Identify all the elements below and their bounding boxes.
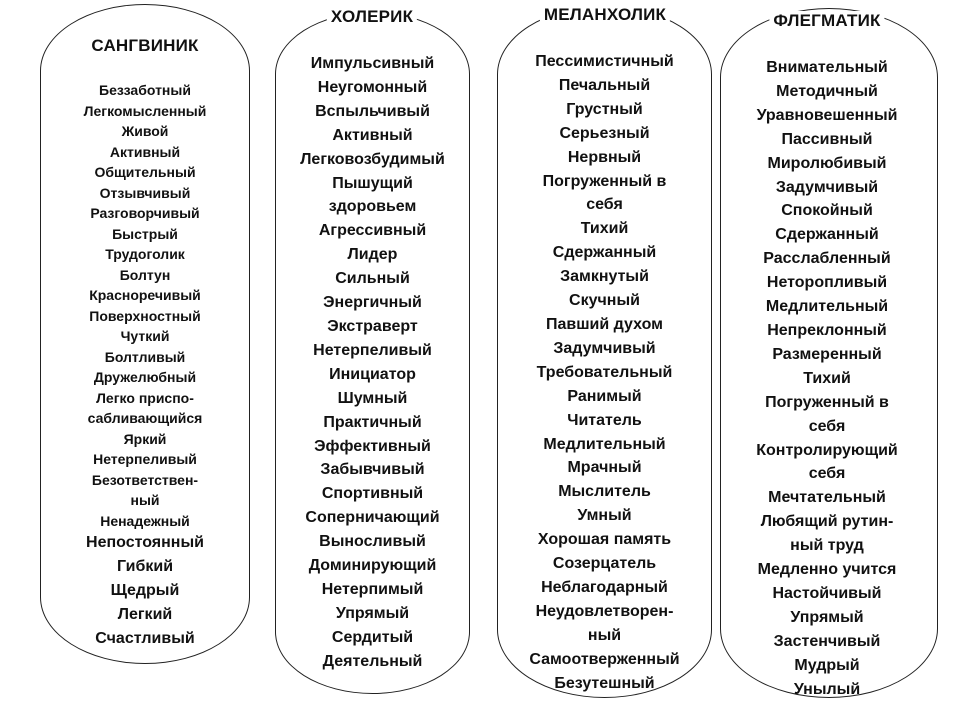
trait-item: Мечтательный [768, 489, 886, 507]
trait-item: Яркий [123, 430, 167, 447]
trait-item: Серьезный [559, 124, 650, 142]
trait-item: Активный [109, 143, 181, 160]
trait-item: Неудовлетворен- [535, 602, 674, 620]
trait-item: Контролирующий [756, 441, 898, 459]
trait-item: Пышущий [332, 174, 413, 192]
trait-item: Щедрый [110, 582, 180, 599]
trait-item: Грустный [566, 100, 643, 118]
trait-item: Задумчивый [775, 178, 879, 196]
trait-item: Общительный [94, 164, 196, 180]
trait-item: Гибкий [116, 558, 174, 575]
trait-item: Неугомонный [317, 78, 428, 96]
trait-item: Непостоянный [86, 534, 204, 551]
trait-item: Скучный [569, 292, 640, 310]
trait-item: Расслабленный [763, 250, 891, 268]
trait-item: Пессимистичный [535, 53, 674, 70]
melancholic-title: МЕЛАНХОЛИК [540, 5, 670, 25]
trait-item: Соперничающий [305, 509, 440, 527]
trait-item: Неблагодарный [541, 578, 668, 596]
trait-item: Тихий [580, 220, 629, 238]
trait-item: Шумный [337, 389, 408, 407]
trait-item: Настойчивый [772, 584, 882, 602]
choleric-list [280, 52, 465, 674]
trait-item: сабливающийся [87, 410, 203, 426]
trait-item: Замкнутый [560, 268, 649, 286]
trait-item: Медлительный [765, 298, 889, 316]
trait-item: ный [130, 492, 160, 508]
trait-item: Забывчивый [320, 461, 425, 479]
trait-item: себя [808, 417, 846, 435]
trait-item: Инициатор [329, 365, 416, 383]
trait-item: ный труд [790, 537, 864, 555]
trait-item: Активный [332, 126, 413, 144]
trait-item: Унылый [793, 680, 861, 698]
trait-item: Внимательный [766, 59, 888, 76]
trait-item: Павший духом [545, 315, 664, 333]
trait-item: Пассивный [781, 130, 873, 148]
trait-item: Погруженный в [542, 172, 667, 190]
trait-item: Легко приспо- [96, 389, 194, 406]
choleric-title: ХОЛЕРИК [327, 7, 417, 27]
trait-item: Миролюбивый [767, 154, 887, 172]
trait-item: Размеренный [772, 345, 882, 363]
trait-item: Спокойный [781, 202, 873, 220]
trait-item: Счастливый [95, 630, 195, 647]
trait-item: Вспыльчивый [315, 102, 430, 120]
trait-item: Экстраверт [327, 317, 418, 335]
trait-item: Упрямый [335, 604, 410, 622]
trait-item: Мрачный [567, 459, 642, 477]
trait-item: Уравновешенный [756, 106, 898, 124]
trait-item: Неторопливый [766, 274, 888, 292]
trait-item: Упрямый [790, 608, 864, 626]
sanguine-list [45, 80, 245, 651]
trait-item: Требовательный [536, 363, 673, 381]
trait-item: Импульсивный [310, 55, 435, 72]
trait-item: Умный [577, 507, 632, 525]
trait-item: Отзывчивый [99, 184, 191, 201]
trait-item: Безответствен- [91, 471, 199, 488]
trait-item: Созерцатель [552, 555, 657, 573]
trait-item: Эффективный [314, 437, 431, 455]
trait-item: Агрессивный [318, 222, 427, 240]
trait-item: себя [808, 465, 846, 483]
trait-item: Энергичный [323, 294, 422, 312]
trait-item: Легкий [117, 606, 173, 623]
trait-item: Хорошая память [537, 531, 672, 549]
trait-item: Задумчивый [553, 339, 656, 357]
trait-item: Читатель [567, 411, 642, 429]
sanguine-title: САНГВИНИК [87, 36, 202, 56]
trait-item: Сильный [335, 270, 410, 288]
trait-item: Сдержанный [552, 244, 657, 262]
trait-item: Легкомысленный [83, 102, 207, 119]
trait-item: Доминирующий [308, 557, 437, 575]
trait-item: Дружелюбный [93, 369, 197, 385]
trait-item: Сердитый [331, 628, 414, 646]
trait-item: ный [587, 626, 622, 644]
trait-item: Деятельный [322, 652, 423, 670]
trait-item: Беззаботный [99, 82, 191, 98]
trait-item: Застенчивый [773, 632, 881, 650]
trait-item: Быстрый [112, 225, 178, 242]
trait-item: Методичный [776, 82, 878, 100]
trait-item: Мудрый [794, 656, 860, 674]
trait-item: Нервный [567, 148, 642, 166]
trait-item: Выносливый [319, 533, 426, 551]
trait-item: Живой [121, 123, 169, 139]
trait-item: Безутешный [554, 674, 655, 692]
trait-item: Тихий [803, 369, 851, 387]
trait-item: Нетерпеливый [93, 451, 197, 467]
trait-item: Непреклонный [767, 321, 887, 339]
trait-item: Мыслитель [558, 483, 651, 501]
trait-item: Разговорчивый [90, 205, 200, 221]
trait-item: Самоотверженный [529, 650, 680, 668]
trait-item: Лидер [347, 246, 398, 264]
trait-item: Чуткий [120, 328, 170, 344]
trait-item: Медленно учится [757, 561, 897, 579]
trait-item: здоровьем [328, 198, 417, 216]
trait-item: Погруженный в [765, 393, 889, 411]
trait-item: Болтун [119, 266, 171, 283]
trait-item: Практичный [323, 413, 422, 431]
trait-item: Легковозбудимый [300, 150, 445, 168]
trait-item: Медлительный [543, 435, 666, 453]
trait-item: Нетерпеливый [313, 341, 432, 359]
melancholic-list [502, 50, 707, 695]
trait-item: Печальный [558, 76, 651, 94]
trait-item: себя [586, 196, 623, 214]
trait-item: Поверхностный [89, 307, 201, 324]
phlegmatic-title: ФЛЕГМАТИК [769, 11, 884, 31]
trait-item: Нетерпимый [321, 580, 424, 598]
phlegmatic-list [725, 56, 929, 701]
trait-item: Красноречивый [89, 287, 201, 303]
trait-item: Ненадежный [100, 512, 190, 529]
trait-item: Ранимый [567, 387, 642, 405]
trait-item: Болтливый [104, 348, 186, 365]
trait-item: Любящий рутин- [760, 513, 894, 531]
trait-item: Сдержанный [775, 226, 879, 244]
trait-item: Спортивный [321, 485, 424, 503]
trait-item: Трудоголик [105, 246, 185, 262]
